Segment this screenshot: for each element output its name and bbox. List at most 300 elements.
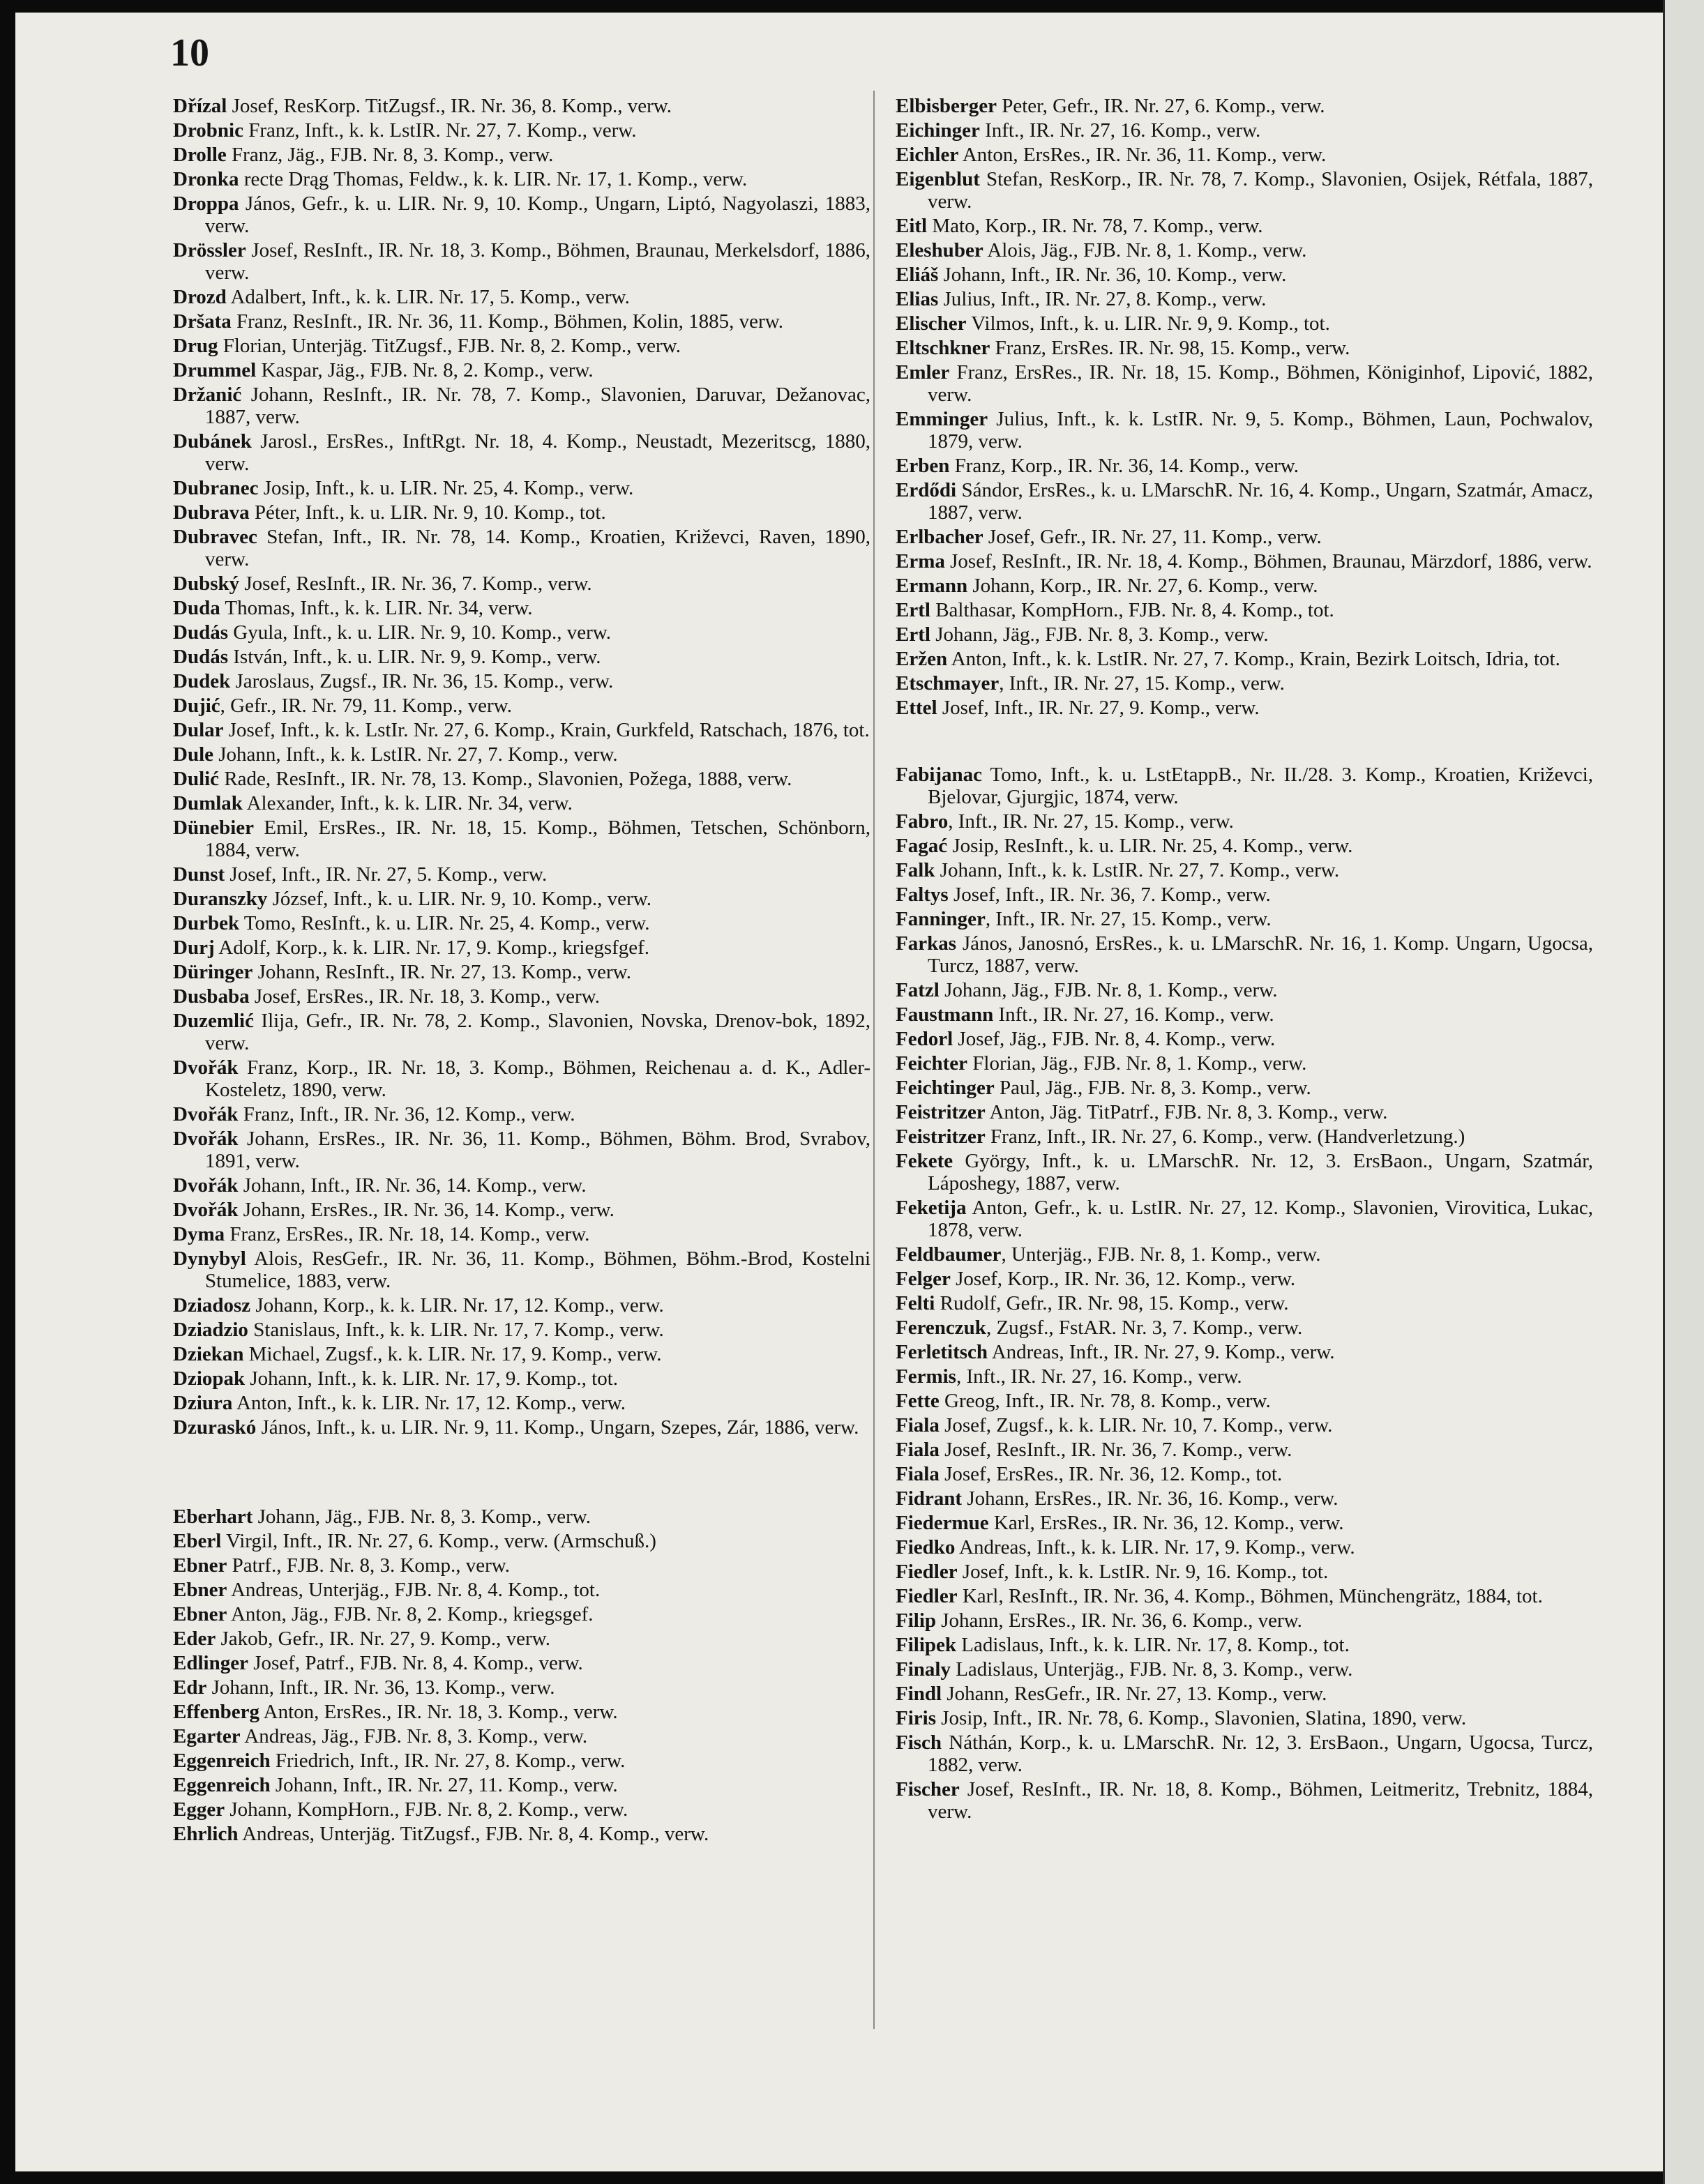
list-entry [173,430,870,475]
right-column [896,95,1593,1825]
entry-surname: Eder [173,1628,216,1650]
entry-surname: Erlbacher [896,526,983,548]
entry-details: Johann, Korp., k. k. LIR. Nr. 17, 12. Komp., verw. [250,1294,664,1317]
entry-surname: Drössler [173,239,246,261]
list-entry [896,1150,1593,1195]
entry-surname: Drolle [173,144,227,166]
entry-details: Balthasar, KompHorn., FJB. Nr. 8, 4. Komp., tot. [930,599,1334,621]
page-edge [1663,0,1704,2184]
list-entry [896,623,1593,646]
entry-details: Péter, Inft., k. u. LIR. Nr. 9, 10. Komp., tot. [249,501,606,524]
list-entry [173,1367,870,1390]
list-entry [173,695,870,717]
list-entry [173,1223,870,1245]
list-entry [173,1701,870,1723]
entry-details: Johann, Jäg., FJB. Nr. 8, 1. Komp., verw. [939,979,1278,1001]
entry-surname: Duzemlić [173,1010,254,1032]
list-entry [173,144,870,166]
entry-surname: Feichter [896,1052,968,1075]
entry-details: József, Inft., k. u. LIR. Nr. 9, 10. Komp., verw. [267,888,652,910]
entry-surname: Eliáš [896,264,939,286]
list-entry [173,1652,870,1674]
list-entry [173,1056,870,1101]
entry-group [173,1506,870,1845]
entry-details: Johann, ResGefr., IR. Nr. 27, 13. Komp., verw. [942,1683,1327,1705]
entry-details: Johann, Inft., k. k. LstIR. Nr. 27, 7. Komp., verw. [935,859,1340,881]
list-entry [896,239,1593,261]
list-entry [173,888,870,910]
list-entry [896,859,1593,881]
entry-details: Johann, Jäg., FJB. Nr. 8, 3. Komp., verw. [930,623,1269,646]
list-entry [896,1585,1593,1607]
list-entry [896,1243,1593,1266]
entry-details: Josef, Inft., k. k. LstIr. Nr. 27, 6. Komp., Krain, Gurkfeld, Ratschach, 1876, tot. [223,719,870,741]
entry-details: Greog, Inft., IR. Nr. 78, 8. Komp., verw. [939,1390,1271,1412]
list-entry [173,1628,870,1650]
entry-surname: Dvořák [173,1199,239,1221]
entry-surname: Ebner [173,1554,227,1577]
list-entry [173,526,870,570]
list-entry [896,144,1593,166]
entry-details: Jakob, Gefr., IR. Nr. 27, 9. Komp., verw. [216,1628,550,1650]
entry-details: Franz, Jäg., FJB. Nr. 8, 3. Komp., verw. [226,144,554,166]
entry-details: Rade, ResInft., IR. Nr. 78, 13. Komp., Slavonien, Požega, 1888, verw. [219,768,792,790]
entry-surname: Egger [173,1798,225,1821]
entry-details: , Inft., IR. Nr. 27, 15. Komp., verw. [985,908,1272,930]
entry-surname: Eichinger [896,119,980,142]
entry-details: Johann, ErsRes., IR. Nr. 36, 14. Komp., verw. [238,1199,615,1221]
entry-details: Julius, Inft., k. k. LstIR. Nr. 9, 5. Komp., Böhmen, Laun, Pochwalov, 1879, verw. [928,408,1593,453]
entry-surname: Emler [896,361,950,384]
list-entry [896,1683,1593,1705]
entry-details: Virgil, Inft., IR. Nr. 27, 6. Komp., verw. (Armschuß.) [221,1530,656,1552]
list-entry [173,985,870,1008]
entry-details: Josip, Inft., IR. Nr. 78, 6. Komp., Slavonien, Slatina, 1890, verw. [936,1707,1467,1729]
list-entry [896,1390,1593,1412]
entry-surname: Dubský [173,572,240,595]
entry-surname: Duranszky [173,888,268,910]
list-entry [173,384,870,428]
entry-details: Johann, KompHorn., FJB. Nr. 8, 2. Komp., verw. [225,1798,628,1821]
entry-surname: Dudek [173,670,231,692]
entry-surname: Eberl [173,1530,222,1552]
entry-surname: Eržen [896,648,948,670]
entry-surname: Ehrlich [173,1823,239,1845]
entry-details: Anton, Inft., k. k. LstIR. Nr. 27, 7. Komp., Krain, Bezirk Loitsch, Idria, tot. [947,648,1560,670]
entry-surname: Feldbaumer [896,1243,1002,1266]
entry-surname: Erma [896,550,945,572]
entry-surname: Fisch [896,1731,942,1754]
entry-surname: Dronka [173,168,239,190]
entry-details: Johann, ResInft., IR. Nr. 27, 13. Komp., verw. [252,961,631,983]
list-entry [896,1634,1593,1656]
entry-details: János, Inft., k. u. LIR. Nr. 9, 11. Komp., Ungarn, Szepes, Zár, 1886, verw. [256,1416,859,1439]
entry-surname: Dusbaba [173,985,250,1008]
list-entry [896,672,1593,695]
entry-surname: Fiedler [896,1561,958,1583]
entry-details: Jaroslaus, Zugsf., IR. Nr. 36, 15. Komp., verw. [230,670,614,692]
entry-surname: Fabro [896,810,949,833]
list-entry [896,1028,1593,1050]
list-entry [896,575,1593,597]
list-entry [173,1579,870,1601]
list-entry [896,479,1593,524]
entry-details: Anton, Jäg. TitPatrf., FJB. Nr. 8, 3. Komp., verw. [985,1101,1388,1123]
entry-details: Josef, ResKorp. TitZugsf., IR. Nr. 36, 8. Komp., verw. [227,95,672,117]
entry-details: Josef, ResInft., IR. Nr. 18, 4. Komp., Böhmen, Braunau, Märzdorf, 1886, verw. [944,550,1592,572]
list-entry [896,1341,1593,1363]
entry-details: Alexander, Inft., k. k. LIR. Nr. 34, verw. [242,792,573,814]
list-entry [896,648,1593,670]
entry-surname: Dujić [173,695,220,717]
list-entry [173,119,870,142]
list-entry [173,1774,870,1796]
entry-surname: Dziadosz [173,1294,251,1317]
entry-surname: Dulić [173,768,220,790]
entry-surname: Dvořák [173,1128,239,1150]
list-entry [896,1561,1593,1583]
entry-details: Florian, Jäg., FJB. Nr. 8, 1. Komp., verw. [967,1052,1307,1075]
entry-surname: Dvořák [173,1103,239,1125]
entry-details: Andreas, Inft., k. k. LIR. Nr. 17, 9. Komp., verw. [955,1536,1355,1559]
entry-details: Stefan, ResKorp., IR. Nr. 78, 7. Komp., Slavonien, Osijek, Rétfala, 1887, verw. [928,168,1593,213]
entry-details: Michael, Zugsf., k. k. LIR. Nr. 17, 9. Komp., verw. [243,1343,662,1365]
entry-surname: Düringer [173,961,253,983]
list-entry [173,501,870,524]
entry-surname: Dubravec [173,526,257,548]
entry-details: Náthán, Korp., k. u. LMarschR. Nr. 12, 3. ErsBaon., Ungarn, Ugocsa, Turcz, 1882, verw. [928,1731,1593,1776]
list-entry [896,1197,1593,1241]
entry-surname: Emminger [896,408,988,430]
list-entry [173,359,870,381]
page-number: 10 [170,31,209,75]
list-entry [173,817,870,861]
entry-surname: Eitl [896,215,928,237]
list-entry [173,1676,870,1699]
entry-surname: Fiedko [896,1536,956,1559]
entry-surname: Fatzl [896,979,940,1001]
entry-details: Josef, ResInft., IR. Nr. 18, 8. Komp., Böhmen, Leitmeritz, Trebnitz, 1884, verw. [928,1778,1593,1823]
list-entry [173,719,870,741]
list-entry [896,1077,1593,1099]
entry-surname: Duda [173,597,220,619]
entry-surname: Ettel [896,697,937,719]
entry-details: Franz, Inft., IR. Nr. 36, 12. Komp., verw. [238,1103,575,1125]
list-entry [896,599,1593,621]
entry-surname: Fiedermue [896,1512,989,1534]
list-entry [173,743,870,766]
entry-surname: Findl [896,1683,942,1705]
entry-details: Rudolf, Gefr., IR. Nr. 98, 15. Komp., verw. [935,1292,1289,1314]
entry-details: , Gefr., IR. Nr. 79, 11. Komp., verw. [220,695,512,717]
entry-details: Paul, Jäg., FJB. Nr. 8, 3. Komp., verw. [994,1077,1311,1099]
list-entry [173,1603,870,1625]
entry-details: Julius, Inft., IR. Nr. 27, 8. Komp., verw. [938,288,1267,310]
entry-surname: Filipek [896,1634,957,1656]
entry-details: János, Janosnó, ErsRes., k. u. LMarschR. Nr. 16, 1. Komp. Ungarn, Ugocsa, Turcz, 1887, verw. [928,932,1593,977]
list-entry [173,646,870,668]
entry-details: Josef, ResInft., IR. Nr. 18, 3. Komp., Böhmen, Braunau, Merkelsdorf, 1886, verw. [205,239,870,284]
entry-details: Anton, Gefr., k. u. LstIR. Nr. 27, 12. Komp., Slavonien, Virovitica, Lukac, 1878, verw. [928,1197,1593,1241]
entry-details: Friedrich, Inft., IR. Nr. 27, 8. Komp., verw. [270,1750,626,1772]
list-entry [173,1103,870,1125]
entry-surname: Edr [173,1676,207,1699]
entry-surname: Dünebier [173,817,254,839]
entry-surname: Firis [896,1707,936,1729]
entry-surname: Durbek [173,912,240,934]
list-entry [896,932,1593,977]
list-entry [173,961,870,983]
list-entry [173,335,870,357]
entry-surname: Fermis [896,1365,956,1388]
list-entry [173,792,870,814]
entry-surname: Dršata [173,310,232,333]
entry-details: Franz, Korp., IR. Nr. 36, 14. Komp., verw. [949,455,1299,477]
list-entry [173,621,870,644]
list-entry [173,1750,870,1772]
list-entry [173,1128,870,1172]
entry-surname: Edlinger [173,1652,248,1674]
entry-surname: Eggenreich [173,1774,271,1796]
entry-details: Franz, ResInft., IR. Nr. 36, 11. Komp., Böhmen, Kolin, 1885, verw. [231,310,784,333]
entry-details: István, Inft., k. u. LIR. Nr. 9, 9. Komp., verw. [228,646,601,668]
entry-details: Emil, ErsRes., IR. Nr. 18, 15. Komp., Böhmen, Tetschen, Schönborn, 1884, verw. [205,817,870,861]
entry-surname: Eberhart [173,1506,253,1528]
entry-details: Ilija, Gefr., IR. Nr. 78, 2. Komp., Slavonien, Novska, Drenov-bok, 1892, verw. [205,1010,870,1054]
list-entry [896,550,1593,572]
list-entry [896,361,1593,406]
entry-details: Johann, ResInft., IR. Nr. 78, 7. Komp., Slavonien, Daruvar, Dežanovac, 1887, verw. [205,384,870,428]
entry-details: Mato, Korp., IR. Nr. 78, 7. Komp., verw. [927,215,1263,237]
entry-surname: Dule [173,743,213,766]
entry-details: Alois, ResGefr., IR. Nr. 36, 11. Komp., Böhmen, Böhm.-Brod, Kostelni Stumelice, 1883, verw. [205,1248,870,1292]
entry-details: Anton, Jäg., FJB. Nr. 8, 2. Komp., kriegsgef. [227,1603,594,1625]
entry-surname: Feichtinger [896,1077,995,1099]
entry-surname: Dumlak [173,792,243,814]
list-entry [173,670,870,692]
entry-details: , Inft., IR. Nr. 27, 15. Komp., verw. [948,810,1234,833]
entry-details: Tomo, ResInft., k. u. LIR. Nr. 25, 4. Komp., verw. [239,912,650,934]
entry-surname: Drug [173,335,218,357]
entry-details: Josef, Inft., IR. Nr. 36, 7. Komp., verw. [948,884,1271,906]
entry-surname: Fidrant [896,1487,963,1510]
entry-details: Johann, Inft., IR. Nr. 27, 11. Komp., verw. [270,1774,618,1796]
entry-details: Josef, Zugsf., k. k. LIR. Nr. 10, 7. Komp., verw. [939,1414,1333,1436]
list-entry [896,1317,1593,1339]
list-entry [173,1416,870,1439]
entry-details: Alois, Jäg., FJB. Nr. 8, 1. Komp., verw. [983,239,1307,261]
list-entry [173,572,870,595]
list-entry [896,337,1593,359]
entry-surname: Faltys [896,884,949,906]
list-entry [173,286,870,308]
list-entry [896,215,1593,237]
entry-details: Johann, Inft., IR. Nr. 36, 10. Komp., verw. [938,264,1287,286]
entry-surname: Dziadzio [173,1319,248,1341]
entry-details: Tomo, Inft., k. u. LstEtappB., Nr. II./28. 3. Komp., Kroatien, Križevci, Bjelovar, Gjurgjic, 1874, verw. [928,764,1593,808]
list-entry [896,1487,1593,1510]
entry-surname: Ebner [173,1603,227,1625]
entry-details: Josef, Inft., IR. Nr. 27, 5. Komp., verw. [225,863,548,886]
list-entry [896,1052,1593,1075]
list-entry [173,1319,870,1341]
entry-surname: Filip [896,1609,937,1632]
entry-details: Gyula, Inft., k. u. LIR. Nr. 9, 10. Komp., verw. [228,621,612,644]
list-entry [896,1003,1593,1026]
list-entry [896,908,1593,930]
entry-details: Patrf., FJB. Nr. 8, 3. Komp., verw. [227,1554,511,1577]
list-entry [173,1343,870,1365]
entry-details: Sándor, ErsRes., k. u. LMarschR. Nr. 16, 4. Komp., Ungarn, Szatmár, Amacz, 1887, verw. [928,479,1593,524]
list-entry [896,288,1593,310]
entry-surname: Ferletitsch [896,1341,988,1363]
list-entry [173,1823,870,1845]
entry-details: Stefan, Inft., IR. Nr. 78, 14. Komp., Kroatien, Križevci, Raven, 1890, verw. [205,526,870,570]
entry-surname: Dynybyl [173,1248,246,1270]
list-entry [896,1101,1593,1123]
entry-surname: Dudás [173,621,228,644]
entry-surname: Falk [896,859,935,881]
entry-surname: Eigenblut [896,168,980,190]
entry-surname: Ertl [896,599,930,621]
entry-details: Thomas, Inft., k. k. LIR. Nr. 34, verw. [220,597,533,619]
entry-surname: Erben [896,455,950,477]
entry-details: Inft., IR. Nr. 27, 16. Komp., verw. [993,1003,1274,1026]
list-entry [896,1731,1593,1776]
entry-surname: Drozd [173,286,227,308]
list-entry [896,1414,1593,1436]
document-page [15,13,1663,2171]
list-entry [173,239,870,284]
entry-details: Franz, Inft., k. k. LstIR. Nr. 27, 7. Komp., verw. [243,119,637,142]
entry-surname: Fedorl [896,1028,953,1050]
entry-details: Karl, ResInft., IR. Nr. 36, 4. Komp., Böhmen, Münchengrätz, 1884, tot. [957,1585,1543,1607]
left-column [173,95,870,1847]
entry-surname: Fiala [896,1439,940,1461]
entry-details: Josef, Inft., IR. Nr. 27, 9. Komp., verw. [937,697,1260,719]
list-entry [173,1530,870,1552]
entry-details: Anton, Inft., k. k. LIR. Nr. 17, 12. Komp., verw. [232,1392,626,1414]
entry-details: Josef, Korp., IR. Nr. 36, 12. Komp., verw. [950,1268,1296,1290]
entry-details: Inft., IR. Nr. 27, 16. Komp., verw. [979,119,1261,142]
entry-details: Kaspar, Jäg., FJB. Nr. 8, 2. Komp., verw. [256,359,594,381]
list-entry [896,884,1593,906]
entry-surname: Dunst [173,863,225,886]
entry-details: Franz, Inft., IR. Nr. 27, 6. Komp., verw. (Handverletzung.) [985,1125,1465,1148]
entry-details: Franz, ErsRes., IR. Nr. 18, 14. Komp., verw. [225,1223,590,1245]
entry-details: Karl, ErsRes., IR. Nr. 36, 12. Komp., verw. [988,1512,1344,1534]
entry-details: , Unterjäg., FJB. Nr. 8, 1. Komp., verw. [1001,1243,1321,1266]
list-entry [173,1174,870,1197]
entry-surname: Dvořák [173,1056,239,1079]
entry-details: Vilmos, Inft., k. u. LIR. Nr. 9, 9. Komp., tot. [966,312,1330,335]
list-entry [896,455,1593,477]
list-entry [173,310,870,333]
list-entry [173,1248,870,1292]
entry-details: Franz, ErsRes. IR. Nr. 98, 15. Komp., verw. [990,337,1350,359]
entry-surname: Dziura [173,1392,233,1414]
list-entry [896,1609,1593,1632]
list-entry [173,1725,870,1747]
entry-surname: Fette [896,1390,940,1412]
entry-details: Josip, Inft., k. u. LIR. Nr. 25, 4. Komp., verw. [258,477,634,499]
list-entry [173,912,870,934]
entry-details: , Inft., IR. Nr. 27, 16. Komp., verw. [956,1365,1242,1388]
list-entry [896,1536,1593,1559]
entry-group [896,764,1593,1823]
list-entry [896,264,1593,286]
entry-details: Josef, ErsRes., IR. Nr. 18, 3. Komp., verw. [249,985,600,1008]
entry-details: Johann, Korp., IR. Nr. 27, 6. Komp., verw. [967,575,1318,597]
list-entry [896,1125,1593,1148]
entry-surname: Eleshuber [896,239,983,261]
entry-surname: Dular [173,719,224,741]
list-entry [896,1365,1593,1388]
entry-surname: Felger [896,1268,951,1290]
list-entry [896,119,1593,142]
entry-surname: Feketija [896,1197,967,1219]
entry-surname: Durj [173,936,215,959]
entry-surname: Fiala [896,1414,940,1436]
list-entry [173,477,870,499]
entry-surname: Dziopak [173,1367,246,1390]
entry-details: Johann, Inft., IR. Nr. 36, 13. Komp., verw. [206,1676,555,1699]
entry-surname: Držanić [173,384,242,406]
entry-surname: Effenberg [173,1701,260,1723]
entry-surname: Eggenreich [173,1750,271,1772]
entry-surname: Fekete [896,1150,953,1172]
entry-details: Josef, ResInft., IR. Nr. 36, 7. Komp., verw. [239,572,592,595]
list-entry [896,835,1593,857]
list-entry [173,1506,870,1528]
entry-surname: Eichler [896,144,959,166]
entry-surname: Dřízal [173,95,227,117]
entry-details: Anton, ErsRes., IR. Nr. 18, 3. Komp., verw. [259,1701,618,1723]
list-entry [896,1439,1593,1461]
entry-surname: Feistritzer [896,1101,986,1123]
entry-surname: Fiala [896,1463,940,1485]
entry-details: Johann, Inft., k. k. LstIR. Nr. 27, 7. Komp., verw. [213,743,618,766]
entry-details: Johann, Inft., IR. Nr. 36, 14. Komp., verw. [238,1174,587,1197]
entry-details: Johann, ErsRes., IR. Nr. 36, 16. Komp., verw. [962,1487,1339,1510]
entry-details: Anton, ErsRes., IR. Nr. 36, 11. Komp., verw. [958,144,1327,166]
list-entry [896,810,1593,833]
entry-group [173,95,870,1439]
entry-details: János, Gefr., k. u. LIR. Nr. 9, 10. Komp., Ungarn, Liptó, Nagyolaszi, 1883, verw. [205,192,870,237]
entry-surname: Ertl [896,623,930,646]
entry-surname: Dudás [173,646,228,668]
entry-details: Josef, ErsRes., IR. Nr. 36, 12. Komp., tot. [939,1463,1283,1485]
list-entry [896,764,1593,808]
entry-details: , Inft., IR. Nr. 27, 15. Komp., verw. [999,672,1285,695]
entry-details: Josef, Inft., k. k. LstIR. Nr. 9, 16. Komp., tot. [957,1561,1329,1583]
entry-surname: Fabijanac [896,764,983,786]
entry-details: Andreas, Inft., IR. Nr. 27, 9. Komp., verw. [988,1341,1335,1363]
list-entry [896,697,1593,719]
entry-details: Johann, ErsRes., IR. Nr. 36, 6. Komp., verw. [936,1609,1302,1632]
entry-details: Josef, Jäg., FJB. Nr. 8, 4. Komp., verw. [953,1028,1276,1050]
entry-surname: Ermann [896,575,968,597]
column-divider [873,91,875,2029]
entry-surname: Faustmann [896,1003,994,1026]
entry-surname: Finaly [896,1658,951,1681]
list-entry [896,1707,1593,1729]
entry-details: Florian, Unterjäg. TitZugsf., FJB. Nr. 8, 2. Komp., verw. [218,335,681,357]
list-entry [173,863,870,886]
entry-details: Adalbert, Inft., k. k. LIR. Nr. 17, 5. Komp., verw. [226,286,630,308]
list-entry [896,1463,1593,1485]
entry-surname: Elias [896,288,939,310]
